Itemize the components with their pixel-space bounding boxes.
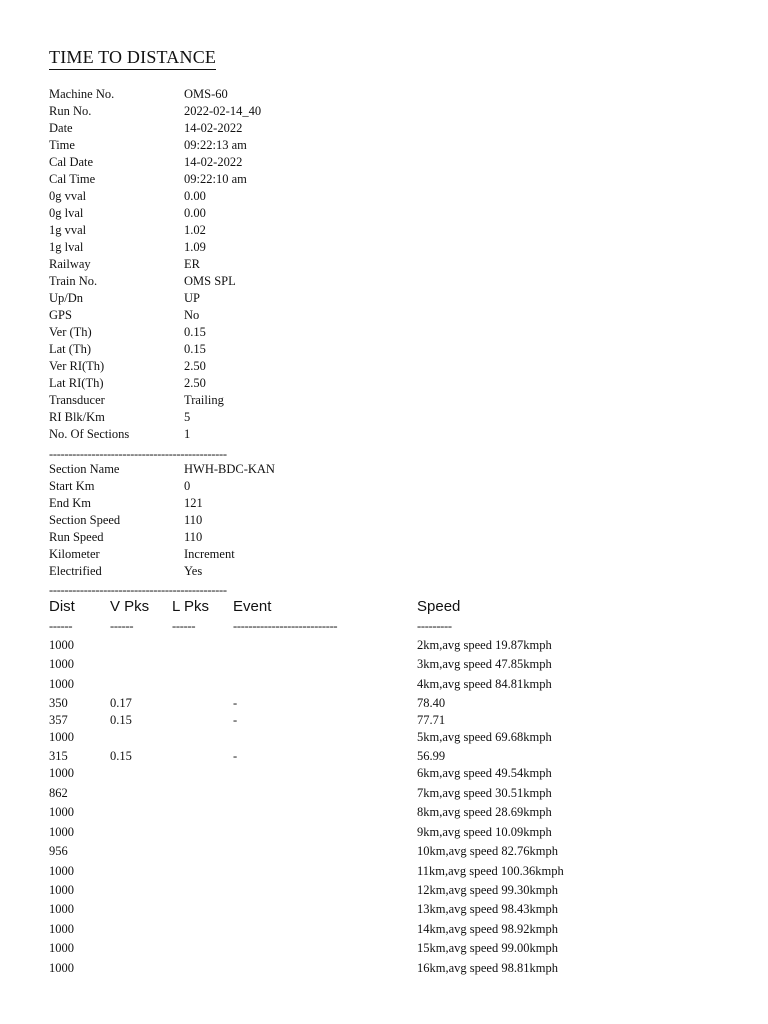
cell-dist: 956 xyxy=(49,844,68,858)
meta-value: 0.00 xyxy=(184,206,206,220)
cell-speed: 16km,avg speed 98.81kmph xyxy=(417,961,558,975)
meta-label: Cal Time xyxy=(49,172,96,186)
table-row xyxy=(0,804,768,820)
meta-value: 2.50 xyxy=(184,376,206,390)
meta-value: 0.15 xyxy=(184,325,206,339)
cell-speed: 9km,avg speed 10.09kmph xyxy=(417,825,552,839)
separator-line: ---------------------------------------------- xyxy=(49,583,227,597)
section-label: Kilometer xyxy=(49,547,100,561)
meta-value: 09:22:10 am xyxy=(184,172,247,186)
table-row xyxy=(0,901,768,917)
column-underline-event: --------------------------- xyxy=(233,619,338,633)
cell-event: - xyxy=(233,749,238,763)
table-row xyxy=(0,729,768,745)
cell-dist: 1000 xyxy=(49,922,74,936)
section-value: Yes xyxy=(184,564,203,578)
meta-value: 2.50 xyxy=(184,359,206,373)
table-row xyxy=(0,824,768,840)
meta-label: GPS xyxy=(49,308,72,322)
column-header-speed: Speed xyxy=(417,598,461,615)
section-value: 0 xyxy=(184,479,191,493)
cell-speed: 12km,avg speed 99.30kmph xyxy=(417,883,558,897)
meta-value: 0.15 xyxy=(184,342,206,356)
meta-label: Transducer xyxy=(49,393,105,407)
cell-dist: 1000 xyxy=(49,825,74,839)
section-value: 110 xyxy=(184,513,203,527)
cell-dist: 350 xyxy=(49,696,68,710)
meta-label: Run No. xyxy=(49,104,92,118)
meta-label: Ver (Th) xyxy=(49,325,92,339)
table-row xyxy=(0,960,768,976)
section-label: Electrified xyxy=(49,564,102,578)
meta-label: 0g vval xyxy=(49,189,87,203)
section-label: Start Km xyxy=(49,479,95,493)
cell-dist: 315 xyxy=(49,749,68,763)
cell-dist: 1000 xyxy=(49,864,74,878)
meta-value: OMS-60 xyxy=(184,87,228,101)
table-row xyxy=(0,765,768,781)
meta-label: Railway xyxy=(49,257,91,271)
table-row xyxy=(0,882,768,898)
table-row xyxy=(0,843,768,859)
cell-event: - xyxy=(233,713,238,727)
table-row xyxy=(0,695,768,711)
cell-dist: 862 xyxy=(49,786,68,800)
section-label: Run Speed xyxy=(49,530,104,544)
cell-speed: 13km,avg speed 98.43kmph xyxy=(417,902,558,916)
cell-dist: 1000 xyxy=(49,961,74,975)
meta-value: 1.02 xyxy=(184,223,206,237)
section-value: 110 xyxy=(184,530,203,544)
column-header-dist: Dist xyxy=(49,598,75,615)
meta-value: ER xyxy=(184,257,200,271)
cell-event: - xyxy=(233,696,238,710)
table-row xyxy=(0,863,768,879)
cell-dist: 1000 xyxy=(49,638,74,652)
meta-value: 1 xyxy=(184,427,191,441)
cell-speed: 5km,avg speed 69.68kmph xyxy=(417,730,552,744)
cell-dist: 1000 xyxy=(49,805,74,819)
column-header-event: Event xyxy=(233,598,272,615)
cell-dist: 357 xyxy=(49,713,68,727)
meta-label: Date xyxy=(49,121,73,135)
meta-label: 0g lval xyxy=(49,206,84,220)
meta-label: Lat RI(Th) xyxy=(49,376,104,390)
cell-vpks: 0.17 xyxy=(110,696,132,710)
table-row xyxy=(0,676,768,692)
cell-speed: 77.71 xyxy=(417,713,446,727)
table-row xyxy=(0,748,768,764)
cell-dist: 1000 xyxy=(49,766,74,780)
meta-value: 09:22:13 am xyxy=(184,138,247,152)
table-row xyxy=(0,940,768,956)
cell-speed: 6km,avg speed 49.54kmph xyxy=(417,766,552,780)
meta-value: 14-02-2022 xyxy=(184,121,243,135)
cell-speed: 3km,avg speed 47.85kmph xyxy=(417,657,552,671)
separator-line: ---------------------------------------------- xyxy=(49,447,227,461)
section-label: Section Speed xyxy=(49,513,121,527)
table-row xyxy=(0,637,768,653)
cell-speed: 11km,avg speed 100.36kmph xyxy=(417,864,564,878)
cell-dist: 1000 xyxy=(49,657,74,671)
meta-label: 1g lval xyxy=(49,240,84,254)
table-row xyxy=(0,712,768,728)
cell-speed: 56.99 xyxy=(417,749,446,763)
meta-label: Machine No. xyxy=(49,87,115,101)
cell-speed: 14km,avg speed 98.92kmph xyxy=(417,922,558,936)
meta-value: OMS SPL xyxy=(184,274,236,288)
cell-dist: 1000 xyxy=(49,677,74,691)
table-row xyxy=(0,656,768,672)
meta-value: No xyxy=(184,308,200,322)
column-underline-lpks: ------ xyxy=(172,619,196,633)
meta-label: RI Blk/Km xyxy=(49,410,105,424)
cell-speed: 10km,avg speed 82.76kmph xyxy=(417,844,558,858)
column-underline-vpks: ------ xyxy=(110,619,134,633)
cell-dist: 1000 xyxy=(49,883,74,897)
cell-vpks: 0.15 xyxy=(110,749,132,763)
table-row xyxy=(0,921,768,937)
section-label: End Km xyxy=(49,496,92,510)
meta-label: Time xyxy=(49,138,75,152)
meta-value: 5 xyxy=(184,410,191,424)
cell-dist: 1000 xyxy=(49,941,74,955)
meta-value: 0.00 xyxy=(184,189,206,203)
meta-value: 1.09 xyxy=(184,240,206,254)
meta-value: UP xyxy=(184,291,200,305)
column-underline-speed: --------- xyxy=(417,619,452,633)
page-title: TIME TO DISTANCE xyxy=(49,46,216,70)
meta-value: 14-02-2022 xyxy=(184,155,243,169)
cell-speed: 4km,avg speed 84.81kmph xyxy=(417,677,552,691)
column-header-vpks: V Pks xyxy=(110,598,150,615)
section-value: HWH-BDC-KAN xyxy=(184,462,275,476)
meta-label: Up/Dn xyxy=(49,291,84,305)
meta-label: Train No. xyxy=(49,274,98,288)
cell-dist: 1000 xyxy=(49,730,74,744)
section-value: 121 xyxy=(184,496,203,510)
cell-speed: 78.40 xyxy=(417,696,446,710)
meta-label: Ver RI(Th) xyxy=(49,359,105,373)
cell-vpks: 0.15 xyxy=(110,713,132,727)
meta-label: No. Of Sections xyxy=(49,427,130,441)
meta-value: 2022-02-14_40 xyxy=(184,104,262,118)
meta-label: Lat (Th) xyxy=(49,342,91,356)
meta-value: Trailing xyxy=(184,393,224,407)
cell-speed: 8km,avg speed 28.69kmph xyxy=(417,805,552,819)
section-label: Section Name xyxy=(49,462,120,476)
cell-speed: 15km,avg speed 99.00kmph xyxy=(417,941,558,955)
cell-dist: 1000 xyxy=(49,902,74,916)
table-row xyxy=(0,785,768,801)
column-header-lpks: L Pks xyxy=(172,598,209,615)
cell-speed: 2km,avg speed 19.87kmph xyxy=(417,638,552,652)
section-value: Increment xyxy=(184,547,235,561)
meta-label: 1g vval xyxy=(49,223,87,237)
column-underline-dist: ------ xyxy=(49,619,73,633)
cell-speed: 7km,avg speed 30.51kmph xyxy=(417,786,552,800)
meta-label: Cal Date xyxy=(49,155,94,169)
